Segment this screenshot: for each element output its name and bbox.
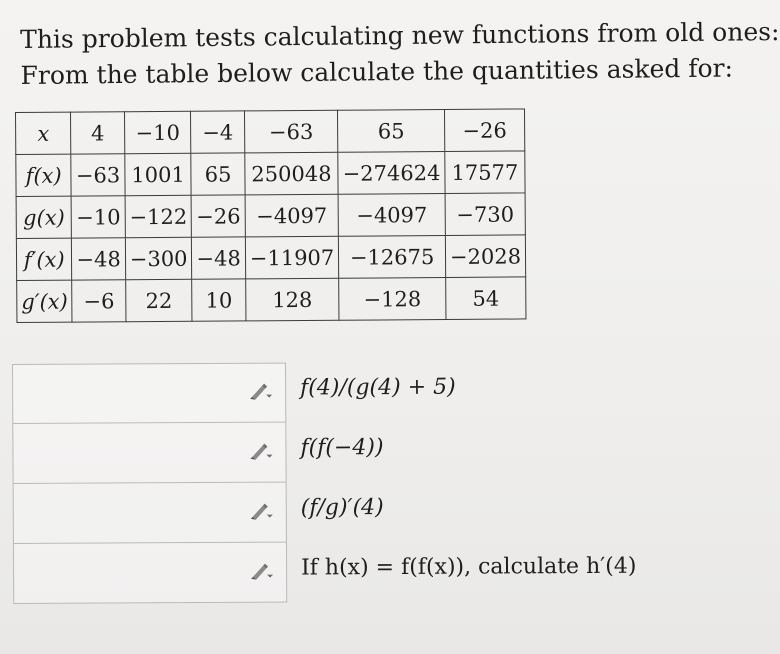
row-label: g′(x)	[17, 280, 73, 322]
header-cell: 4	[71, 112, 125, 154]
header-cell: 65	[338, 110, 445, 153]
table-cell: −300	[125, 237, 192, 279]
answer-input[interactable]	[12, 363, 286, 424]
question-text: If h(x) = f(f(x)), calculate h′(4)	[301, 553, 637, 581]
question-row	[12, 420, 684, 484]
table-row	[16, 193, 525, 239]
problem-intro	[20, 15, 780, 94]
table-cell: −274624	[338, 152, 445, 195]
header-cell: −10	[124, 111, 191, 153]
table-row	[17, 277, 526, 323]
answer-input[interactable]	[13, 543, 287, 604]
pencil-icon[interactable]	[248, 381, 274, 401]
answer-input[interactable]	[13, 483, 287, 544]
header-cell: −63	[244, 110, 338, 153]
table-cell: −122	[125, 195, 192, 237]
intro-line-1: This problem tests calculating new functions from old ones:	[20, 17, 780, 54]
table-cell: 128	[245, 278, 339, 321]
table-cell: −2028	[445, 235, 525, 278]
question-text: (f/g)′(4)	[300, 495, 384, 521]
table-cell: 250048	[245, 152, 339, 195]
table-cell: −730	[445, 193, 525, 236]
question-row	[12, 360, 684, 424]
table-cell: −26	[192, 195, 246, 237]
table-cell: −6	[72, 280, 126, 322]
table-cell: −63	[71, 154, 125, 196]
table-cell: −11907	[245, 236, 339, 279]
header-cell: x	[16, 112, 72, 154]
table-cell: −48	[192, 237, 246, 279]
table-cell: 54	[446, 277, 526, 320]
intro-line-2: From the table below calculate the quantities asked for:	[20, 53, 734, 90]
header-cell: −26	[444, 109, 524, 152]
table-cell: −10	[72, 196, 126, 238]
header-cell: −4	[191, 111, 245, 153]
table-cell: −12675	[339, 235, 446, 278]
table-cell: 10	[192, 279, 246, 321]
row-label: f(x)	[16, 154, 72, 196]
table-cell: 17577	[445, 151, 525, 194]
values-table	[15, 108, 526, 323]
pencil-icon[interactable]	[249, 561, 275, 581]
question-row	[13, 480, 685, 544]
table-cell: −4097	[338, 193, 445, 236]
row-label: g(x)	[16, 196, 72, 238]
table-row	[16, 151, 525, 197]
question-row	[13, 540, 685, 604]
question-text: f(4)/(g(4) + 5)	[300, 374, 456, 401]
table-row	[16, 235, 525, 281]
table-cell: −48	[72, 238, 126, 280]
table-cell: −128	[339, 277, 446, 320]
pencil-icon[interactable]	[248, 441, 274, 461]
table-cell: −4097	[245, 194, 339, 237]
pencil-icon[interactable]	[249, 501, 275, 521]
answer-list	[12, 360, 685, 604]
row-label: f′(x)	[16, 238, 72, 280]
question-text: f(f(−4))	[300, 435, 384, 461]
table-cell: 1001	[125, 153, 192, 195]
table-header-row	[16, 109, 525, 155]
table-cell: 22	[125, 279, 192, 321]
table-cell: 65	[191, 153, 245, 195]
answer-input[interactable]	[12, 423, 286, 484]
